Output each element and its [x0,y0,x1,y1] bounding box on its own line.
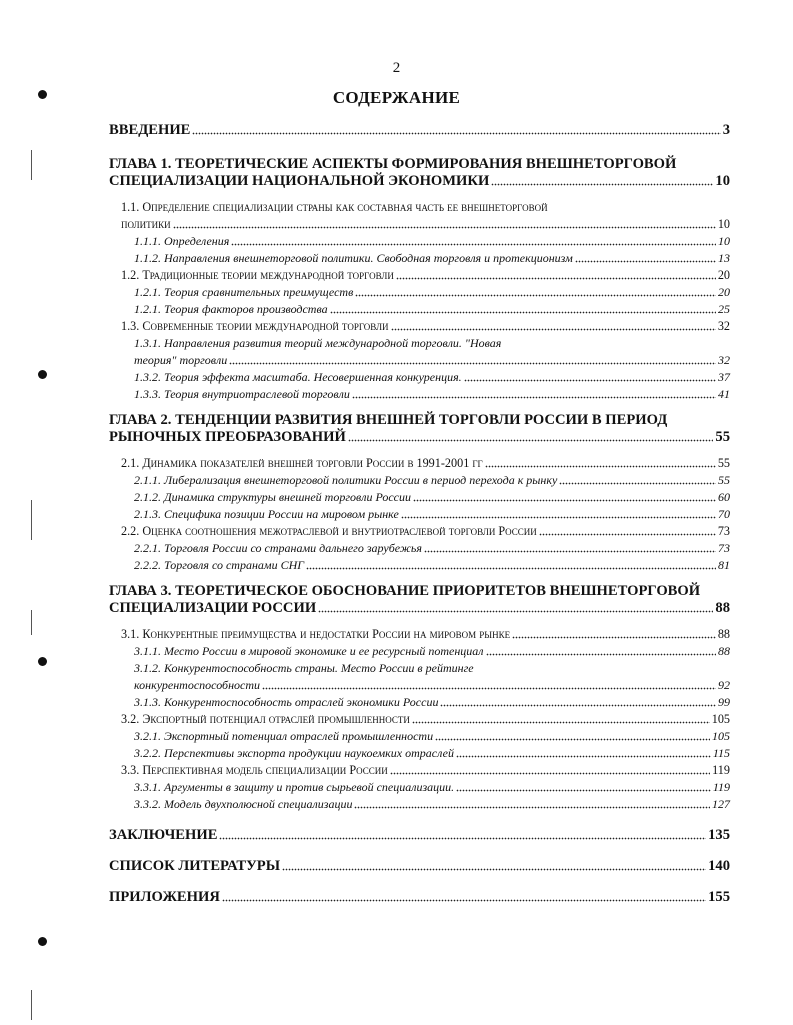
toc-label: конкурентоспособности [134,678,261,692]
dot-leader [435,738,710,741]
dot-leader [352,396,716,399]
toc-page: 32 [718,353,730,367]
toc-page: 20 [717,268,730,282]
toc-entry-subsection[interactable] [109,779,730,796]
toc-entry-bibliography[interactable] [109,858,730,875]
toc-label: 2.1. Динамика показателей внешней торговли России в 1991-2001 гг [121,456,483,470]
toc-page: 119 [712,780,730,794]
toc-entry-conclusion[interactable] [109,827,730,844]
toc-page: 105 [712,729,730,743]
toc-entry-subsection[interactable] [109,250,730,267]
toc-entry-subsection[interactable] [109,369,730,386]
scan-edge-line [31,500,32,540]
toc-page: 92 [718,678,730,692]
toc-label: ПРИЛОЖЕНИЯ [109,889,220,905]
table-of-contents [109,122,730,906]
dot-leader [491,183,713,186]
dot-leader [559,482,716,485]
toc-page: 88 [717,627,730,641]
toc-entry-section-3-1[interactable] [109,626,730,643]
scan-edge-line [31,610,32,635]
toc-label: 2.1.2. Динамика структуры внешней торговли России [134,490,412,504]
toc-entry-section-2-1[interactable] [109,455,730,472]
toc-label: теория" торговли [134,353,228,367]
toc-entry-subsection[interactable] [109,506,730,523]
toc-page: 99 [718,695,730,709]
toc-label: 3.1.3. Конкурентоспособность отраслей экономики России [134,695,439,709]
toc-entry-section-2-2[interactable] [109,523,730,540]
toc-label: 1.3.2. Теория эффекта масштаба. Несовершенная конкуренция. [134,370,462,384]
toc-page: 25 [718,302,730,316]
toc-entry-section-3-2[interactable] [109,711,730,728]
toc-page: 115 [712,746,730,760]
toc-label: 3.2. Экспортный потенциал отраслей промышленности [121,712,410,726]
toc-label-line1: 3.1.2. Конкурентоспособность страны. Место России в рейтинге [134,661,474,675]
toc-entry-section-1-3[interactable] [109,318,730,335]
binder-hole-mark [38,937,47,946]
toc-label: 1.2.1. Теория сравнительных преимуществ [134,285,354,299]
toc-entry-chapter-1[interactable] [109,156,730,190]
toc-label: 1.1.2. Направления внешнеторговой политики. Свободная торговля и протекционизм [134,251,573,265]
toc-page: 88 [718,644,730,658]
toc-entry-chapter-3[interactable] [109,583,730,617]
toc-page: 70 [718,507,730,521]
toc-entry-chapter-2[interactable] [109,412,730,446]
toc-page: 10 [718,234,730,248]
toc-entry-subsection[interactable] [109,233,730,250]
toc-label-line1: ГЛАВА 1. ТЕОРЕТИЧЕСКИЕ АСПЕКТЫ ФОРМИРОВАНИЯ ВНЕШНЕТОРГОВОЙ [109,156,677,172]
toc-label: 1.1.1. Определения [134,234,230,248]
toc-page: 55 [717,456,730,470]
binder-hole-mark [38,657,47,666]
dot-leader [282,868,706,871]
toc-page: 3 [722,122,730,138]
toc-entry-subsection[interactable] [109,660,730,694]
dot-leader [401,516,716,519]
toc-label-line1: ГЛАВА 3. ТЕОРЕТИЧЕСКОЕ ОБОСНОВАНИЕ ПРИОРИТЕТОВ ВНЕШНЕТОРГОВОЙ [109,583,701,599]
toc-label: 3.3.1. Аргументы в защиту и против сырьевой специализации. [134,780,455,794]
dot-leader [330,311,716,314]
toc-page: 60 [718,490,730,504]
dot-leader [412,721,710,724]
toc-label: СПЕЦИАЛИЗАЦИИ РОССИИ [109,600,317,616]
toc-page: 10 [715,173,730,189]
dot-leader [219,837,706,840]
dot-leader [262,687,716,690]
dot-leader [222,899,706,902]
dot-leader [318,610,713,613]
toc-page: 32 [717,319,730,333]
dot-leader [539,533,716,536]
dot-leader [355,294,716,297]
toc-entry-subsection[interactable] [109,643,730,660]
page-number: 2 [392,60,401,76]
toc-page: 81 [718,558,730,572]
toc-page: 127 [712,797,730,811]
dot-leader [512,636,716,639]
toc-page: 41 [718,387,730,401]
toc-label: 3.1.1. Место России в мировой экономике и ее ресурсный потенциал [134,644,484,658]
toc-label: 3.3.2. Модель двухполюсной специализации [134,797,353,811]
toc-entry-subsection[interactable] [109,335,730,369]
toc-label: политики [121,217,171,231]
toc-label: РЫНОЧНЫХ ПРЕОБРАЗОВАНИЙ [109,429,346,445]
toc-page: 10 [717,217,730,231]
page-title: СОДЕРЖАНИЕ [332,88,461,107]
dot-leader [456,755,711,758]
toc-entry-subsection[interactable] [109,284,730,301]
dot-leader [413,499,716,502]
dot-leader [575,260,716,263]
toc-entry-subsection[interactable] [109,301,730,318]
toc-page: 105 [711,712,730,726]
toc-entry-section-3-3[interactable] [109,762,730,779]
toc-label: 2.2.2. Торговля со странами СНГ [134,558,305,572]
dot-leader [424,550,716,553]
toc-label-line1: 1.1. Определение специализации страны как составная часть ее внешнеторговой [121,200,548,214]
toc-entry-subsection[interactable] [109,557,730,574]
scan-edge-line [31,150,32,180]
dot-leader [354,806,710,809]
toc-label: 3.3. Перспективная модель специализации России [121,763,388,777]
toc-entry-subsection[interactable] [109,728,730,745]
toc-label: ЗАКЛЮЧЕНИЕ [109,827,218,843]
toc-label: 3.2.1. Экспортный потенциал отраслей промышленности [134,729,434,743]
toc-label: 2.1.3. Специфика позиции России на мировом рынке [134,507,399,521]
toc-label: СПИСОК ЛИТЕРАТУРЫ [109,858,281,874]
scan-edge-line [31,990,32,1020]
toc-page: 88 [715,600,730,616]
toc-entry-appendices[interactable] [109,889,730,906]
toc-label: 2.2.1. Торговля России со странами дальнего зарубежья [134,541,422,555]
dot-leader [464,379,716,382]
dot-leader [486,653,716,656]
toc-label: 2.1.1. Либерализация внешнеторговой политики России в период перехода к рынку [134,473,558,487]
toc-entry-section-1-1[interactable] [109,199,730,233]
toc-label: 2.2. Оценка соотношения межотраслевой и внутриотраслевой торговли России [121,524,537,538]
toc-label: СПЕЦИАЛИЗАЦИИ НАЦИОНАЛЬНОЙ ЭКОНОМИКИ [109,173,490,189]
toc-entry-subsection[interactable] [109,694,730,711]
toc-label: 3.2.2. Перспективы экспорта продукции наукоемких отраслей [134,746,454,760]
dot-leader [231,243,716,246]
toc-entry-subsection[interactable] [109,489,730,506]
toc-label: 3.1. Конкурентные преимущества и недостатки России на мировом рынке [121,627,511,641]
toc-page: 55 [715,429,730,445]
toc-page: 140 [708,858,730,874]
dot-leader [396,277,716,280]
toc-label: 1.3. Современные теории международной торговли [121,319,389,333]
toc-label: ВВЕДЕНИЕ [109,122,191,138]
dot-leader [173,226,716,229]
toc-label: 1.2.1. Теория факторов производства [134,302,328,316]
toc-entry-subsection[interactable] [109,386,730,403]
dot-leader [192,132,720,135]
toc-page: 135 [708,827,730,843]
toc-page: 155 [708,889,730,905]
dot-leader [485,465,716,468]
toc-page: 119 [712,763,730,777]
toc-entry-subsection[interactable] [109,540,730,557]
dot-leader [456,789,711,792]
toc-page: 73 [718,541,730,555]
toc-entry-subsection[interactable] [109,472,730,489]
toc-entry-introduction[interactable] [109,122,730,139]
toc-entry-section-1-2[interactable] [109,267,730,284]
dot-leader [390,772,710,775]
toc-label-line1: 1.3.1. Направления развития теорий международной торговли. "Новая [134,336,502,350]
dot-leader [440,704,716,707]
dot-leader [391,328,716,331]
binder-hole-mark [38,370,47,379]
toc-entry-subsection[interactable] [109,796,730,813]
toc-page: 73 [717,524,730,538]
toc-label: 1.3.3. Теория внутриотраслевой торговли [134,387,350,401]
toc-page: 55 [718,473,730,487]
dot-leader [229,362,716,365]
toc-label: 1.2. Традиционные теории международной торговли [121,268,394,282]
toc-page: 20 [718,285,730,299]
dot-leader [306,567,716,570]
toc-label-line1: ГЛАВА 2. ТЕНДЕНЦИИ РАЗВИТИЯ ВНЕШНЕЙ ТОРГОВЛИ РОССИИ В ПЕРИОД [109,412,668,428]
toc-page: 37 [718,370,730,384]
dot-leader [348,439,714,442]
toc-entry-subsection[interactable] [109,745,730,762]
toc-page: 13 [718,251,730,265]
